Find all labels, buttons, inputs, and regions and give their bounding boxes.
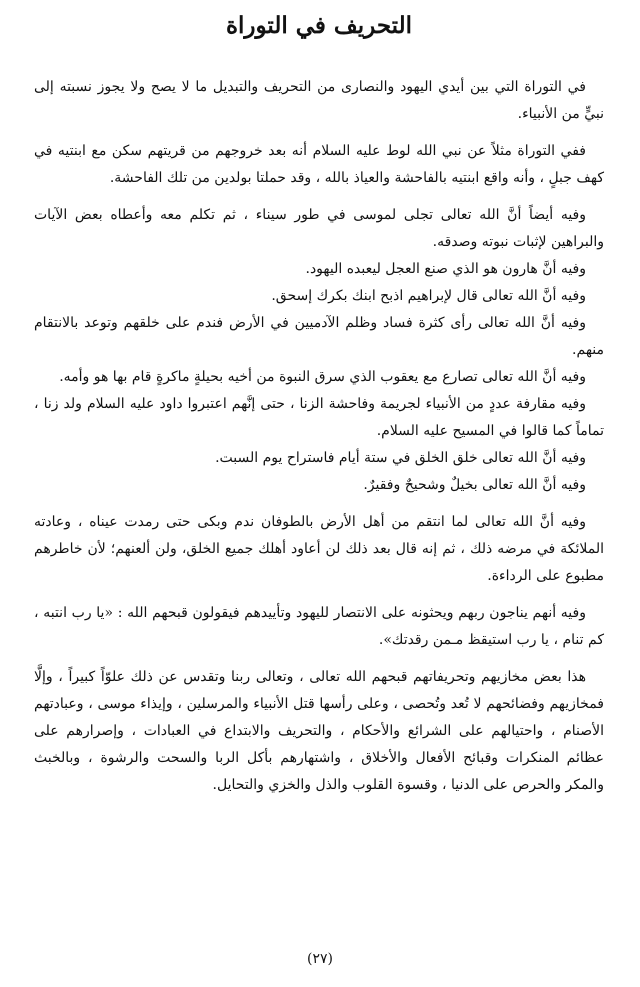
paragraph-prayer: وفيه أنهم يناجون ربهم ويحثونه على الانتصار لليهود وتأييدهم فيقولون قبحهم الله : «يا رب انتبه ، كم تنام ، يا رب استيقظ مـمن رقدتك». (34, 605, 604, 648)
paragraph-jacob: وفيه أنَّ الله تعالى تصارع مع يعقوب الذي سرق النبوة من أخيه بحيلةٍ ماكرةٍ قام بها هو وأمه. (59, 369, 586, 385)
paragraph-creation: وفيه أنَّ الله تعالى خلق الخلق في ستة أيام فاستراح يوم السبت. (215, 450, 586, 466)
paragraph-aaron: وفيه أنَّ هارون هو الذي صنع العجل ليعبده اليهود. (305, 261, 586, 277)
page-title: التحريف في التوراة (225, 12, 413, 39)
paragraph-prophets: وفيه مقارفة عددٍ من الأنبياء لجريمة وفاحشة الزنا ، حتى إنَّهم اعتبروا داود عليه السلام ولد زنا ، تماماً كما قالوا في المسيح عليه السلام. (34, 396, 604, 439)
paragraph-lot: ففي التوراة مثلاً عن نبي الله لوط عليه السلام أنه بعد خروجهم من قريتهم سكن مع ابنتيه في كهف جبلٍ ، وأنه واقع ابنتيه بالفاحشة والعياذ بالله ، وقد حملتا بولدين من تلك الفاحشة. (34, 143, 604, 186)
paragraph-abraham: وفيه أنَّ الله تعالى قال لإبراهيم اذبح ابنك بكرك إسحق. (271, 288, 586, 304)
paragraph-attributes: وفيه أنَّ الله تعالى بخيلٌ وشحيحٌ وفقيرٌ. (363, 477, 586, 493)
paragraph-moses: وفيه أيضاً أنَّ الله تعالى تجلى لموسى في طور سيناء ، ثم تكلم معه وأعطاه بعض الآيات والبراهين لإثبات نبوته وصدقه. (34, 207, 604, 250)
paragraph-regret: وفيه أنَّ الله تعالى رأى كثرة فساد وظلم الآدميين في الأرض فندم على خلقهم وتوعد بالانتقام منهم. (34, 315, 604, 358)
document-body (34, 74, 604, 799)
paragraph-summary: هذا بعض مخازيهم وتحريفاتهم قبحهم الله تعالى ، وتعالى ربنا وتقدس عن ذلك علوّاً كبيراً ، وإلَّا فمخازيهم وفضائحهم لا تُعد وتُحصى ، وعلى رأسها قتل الأنبياء والمرسلين ، وإيذاء موسى ، وعبادتهم الأصنام ، واحتيالهم على الشرائع والأحكام ، والتحريف والابتداع في العبادات ، وإصرارهم على عظائم المنكرات وقبائح الأفعال والأخلاق ، واشتهارهم بأكل الربا والسحت والرشوة ، وبالخبث والمكر والحرص على الدنيا ، وقسوة القلوب والذل والخزي والتحايل. (34, 669, 604, 793)
page-number: (٢٧) (307, 951, 333, 967)
paragraph-flood: وفيه أنَّ الله تعالى لما انتقم من أهل الأرض بالطوفان ندم وبكى حتى رمدت عيناه ، وعادته الملائكة في مرضه ذلك ، ثم إنه قال بعد ذلك لن أعاود أهلك جميع الخلق، ولن ألعنهم؛ لأن خاطرهم مطبوع على الرداءة. (34, 514, 604, 584)
paragraph-intro: في التوراة التي بين أيدي اليهود والنصارى من التحريف والتبديل ما لا يصح ولا يجوز نسبته إلى نبيٍّ من الأنبياء. (34, 79, 604, 122)
